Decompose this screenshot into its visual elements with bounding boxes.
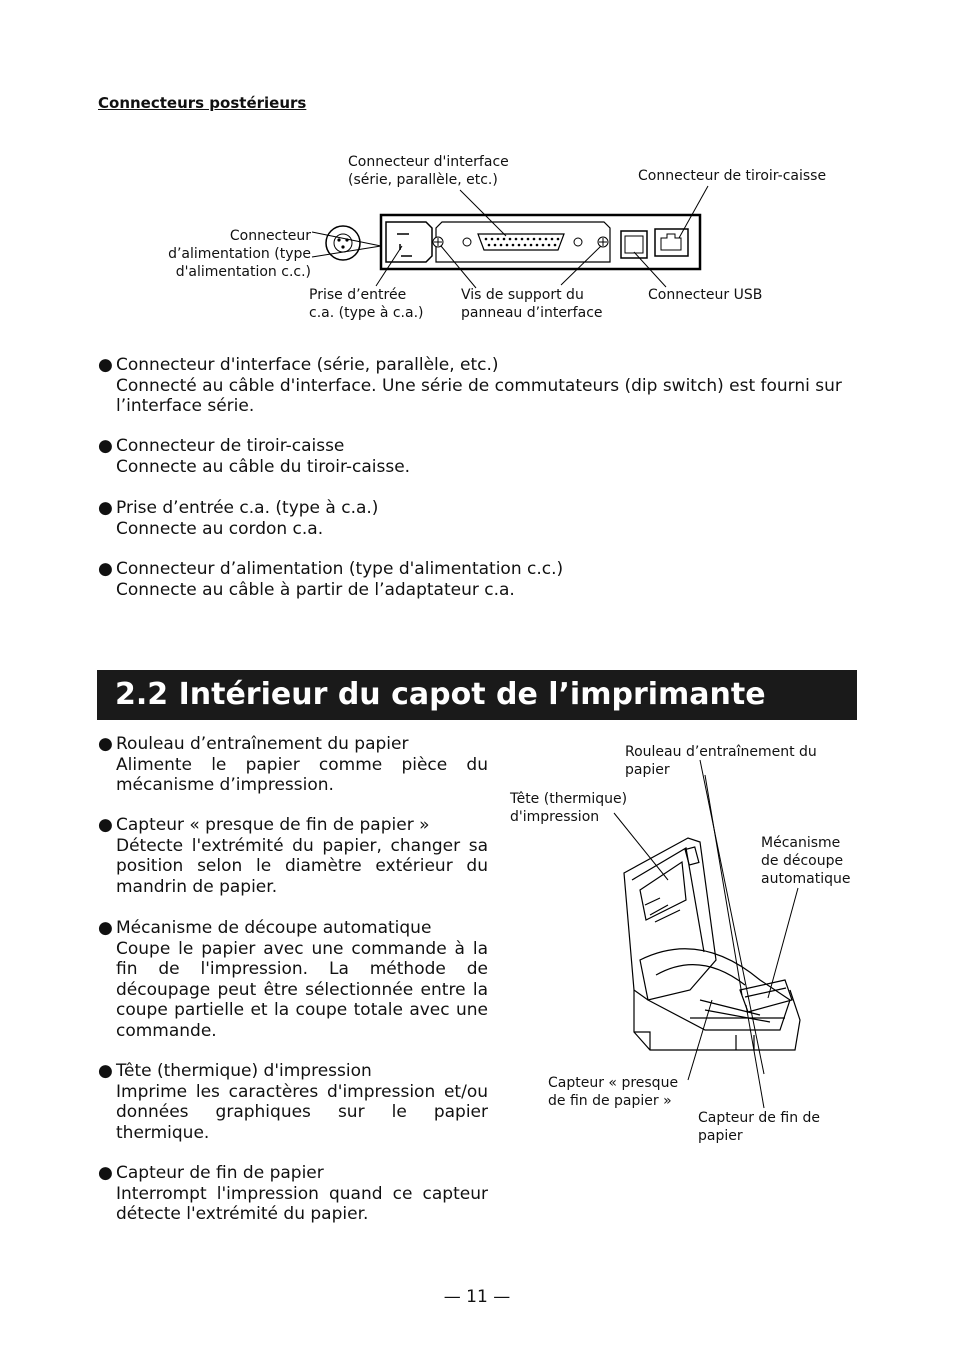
bullet-icon: ●: [98, 1061, 113, 1081]
label-autocutter: Mécanisme de découpe automatique: [761, 835, 851, 887]
bullet-icon: ●: [98, 498, 113, 518]
label-end-sensor: Capteur de fin de papier: [698, 1110, 821, 1144]
label-ac-inlet: Prise d’entrée c.a. (type à c.a.): [309, 287, 424, 321]
label-support-screw: Vis de support du panneau d’interface: [461, 287, 603, 321]
bullet-icon: ●: [98, 355, 113, 375]
label-drawer-connector: Connecteur de tiroir-caisse: [638, 168, 827, 184]
label-interface-connector: Connecteur d'interface (série, parallèle, etc.): [348, 154, 509, 188]
list-item-interface: ● Connecteur d'interface (série, parallèle, etc.) Connecté au câble d'interface. Une série de commutateurs (dip switch) est fourni sur l’interface série.: [98, 355, 842, 416]
label-paper-roller: Rouleau d’entraînement du papier: [625, 744, 817, 778]
page-number: — 11 —: [443, 1287, 511, 1307]
bullet-icon: ●: [98, 1163, 113, 1183]
list-item-drawer: ● Connecteur de tiroir-caisse Connecte au câble du tiroir-caisse.: [98, 436, 411, 477]
label-usb-connector: Connecteur USB: [648, 287, 763, 303]
bullet-icon: ●: [98, 734, 113, 754]
bullet-icon: ●: [98, 559, 113, 579]
bullet-icon: ●: [98, 918, 113, 938]
label-near-end-sensor: Capteur « presque de fin de papier »: [548, 1075, 679, 1109]
list-item-print-head: ● Tête (thermique) d'impression Imprime les caractères d'impression et/ou données graphiques sur le papier thermique.: [98, 1061, 488, 1143]
label-power-connector: Connecteur d’alimentation (type d'alimentation c.c.): [168, 228, 311, 280]
section-heading-rear-connectors: Connecteurs postérieurs: [98, 94, 307, 112]
list-item-ac-inlet: ● Prise d’entrée c.a. (type à c.a.) Connecte au cordon c.a.: [98, 498, 379, 539]
label-print-head: Tête (thermique) d'impression: [510, 791, 628, 825]
list-item-roller: ● Rouleau d’entraînement du papier Alimente le papier comme pièce du mécanisme d’impression.: [98, 734, 488, 795]
list-item-end-sensor: ● Capteur de fin de papier Interrompt l'impression quand ce capteur détecte l'extrémité du papier.: [98, 1163, 488, 1224]
list-item-power: ● Connecteur d’alimentation (type d'alimentation c.c.) Connecte au câble à partir de l’adaptateur c.a.: [98, 559, 564, 600]
bullet-icon: ●: [98, 436, 113, 456]
bullet-icon: ●: [98, 815, 113, 835]
list-item-autocutter: ● Mécanisme de découpe automatique Coupe le papier avec une commande à la fin de l'impression. La méthode de découpage peut être sélectionnée entre la coupe partielle et la coupe totale avec une commande.: [98, 918, 488, 1041]
list-item-near-end-sensor: ● Capteur « presque de fin de papier » Détecte l'extrémité du papier, changer sa position selon le diamètre extérieur du mandrin de papier.: [98, 815, 488, 897]
section-title-banner: 2.2 Intérieur du capot de l’imprimante: [97, 670, 857, 720]
